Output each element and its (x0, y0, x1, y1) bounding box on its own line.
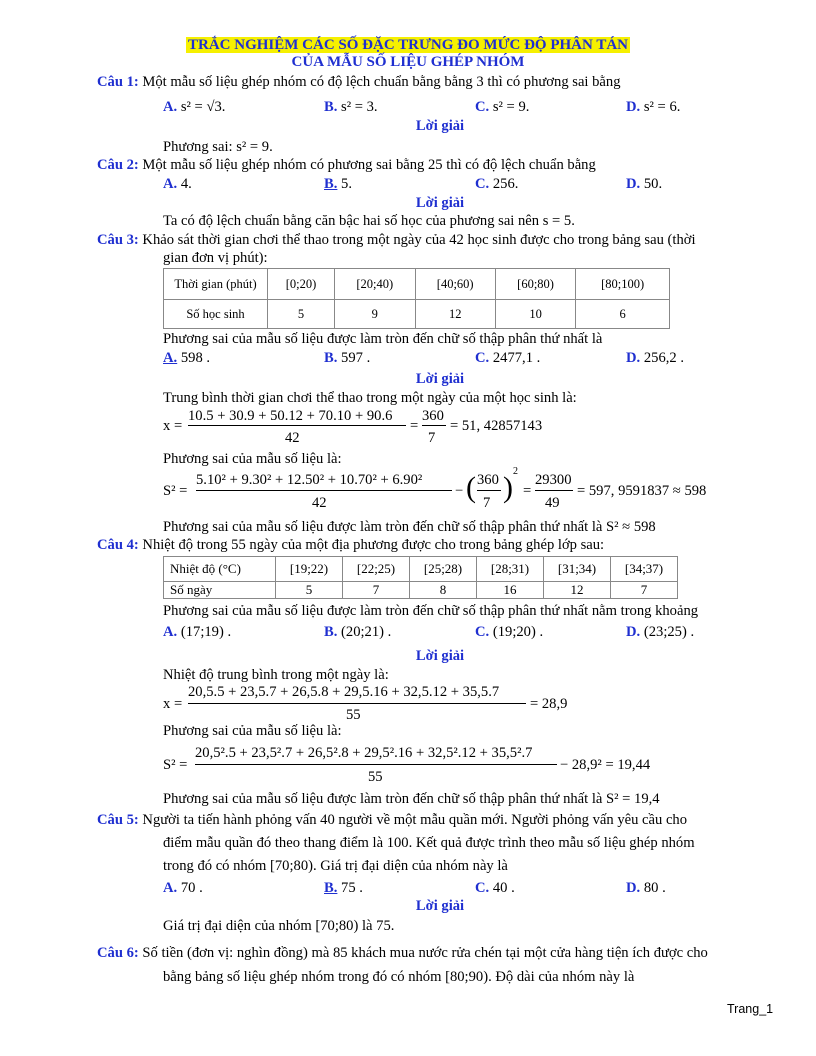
table-cell: 12 (415, 300, 495, 329)
q2-solution: Ta có độ lệch chuẩn bằng căn bậc hai số học của phương sai nên s = 5. (163, 213, 575, 229)
question-1 (97, 74, 621, 91)
table-cell: 16 (477, 582, 544, 599)
table-cell: 7 (343, 582, 410, 599)
q4-option-d: D. (23;25) . (626, 624, 695, 640)
q5-option-b: B. 75 . (324, 880, 363, 896)
question-label: Câu 6: (97, 945, 139, 961)
q5-option-d: D. 80 . (626, 880, 666, 896)
table-cell: 8 (410, 582, 477, 599)
question-4 (97, 537, 604, 554)
question-6 (97, 945, 708, 962)
q4-question: Phương sai của mẫu số liệu được làm tròn đến chữ số thập phân thứ nhất nằm trong khoảng (163, 603, 699, 619)
q1-solution: Phương sai: s² = 9. (163, 139, 273, 155)
table-cell: [0;20) (268, 269, 335, 300)
question-2 (97, 157, 596, 174)
q4-option-c: C. (19;20) . (475, 624, 544, 640)
solution-label: Lời giải (415, 195, 465, 211)
table-cell: [25;28) (410, 557, 477, 582)
question-5 (97, 812, 687, 829)
question-label: Câu 1: (97, 74, 139, 90)
solution-label: Lời giải (415, 648, 465, 664)
q2-option-a: A. 4. (163, 176, 192, 192)
question-5-cont: trong đó có nhóm [70;80). Giá trị đại diện của nhóm này là (163, 858, 508, 874)
q3-solution-line1: Trung bình thời gian chơi thể thao trong một ngày của một học sinh là: (163, 390, 577, 406)
q4-option-a: A. (17;19) . (163, 624, 232, 640)
q3-option-d: D. 256,2 . (626, 350, 684, 366)
question-label: Câu 4: (97, 537, 139, 553)
q1-option-d: D. s² = 6. (626, 99, 681, 115)
question-text: Người ta tiến hành phỏng vấn 40 người về một mẫu quần mới. Người phỏng vấn yêu cầu cho (138, 812, 688, 828)
q3-data-table (163, 268, 670, 329)
q4-option-b: B. (20;21) . (324, 624, 392, 640)
q4-solution-line2: Phương sai của mẫu số liệu là: (163, 723, 342, 739)
question-text: Nhiệt độ trong 55 ngày của một địa phương được cho trong bảng ghép lớp sau: (138, 537, 605, 553)
table-cell: 5 (268, 300, 335, 329)
table-cell: [80;100) (576, 269, 670, 300)
table-cell: 10 (495, 300, 575, 329)
question-3 (97, 232, 696, 249)
question-text: Một mẫu số liệu ghép nhóm có độ lệch chuẩn bằng bằng 3 thì có phương sai bằng (138, 74, 621, 90)
table-cell: [40;60) (415, 269, 495, 300)
solution-label: Lời giải (415, 898, 465, 914)
q3-option-c: C. 2477,1 . (475, 350, 541, 366)
table-cell: 6 (576, 300, 670, 329)
q3-option-a: A. 598 . (163, 350, 211, 366)
question-3-cont: gian đơn vị phút): (163, 250, 268, 266)
q4-conclusion: Phương sai của mẫu số liệu được làm tròn đến chữ số thập phân thứ nhất là S² = 19,4 (163, 791, 660, 807)
table-cell: 12 (544, 582, 611, 599)
q3-conclusion: Phương sai của mẫu số liệu được làm tròn đến chữ số thập phân thứ nhất là S² ≈ 598 (163, 519, 656, 535)
table-header: Số học sinh (164, 300, 268, 329)
q4-solution-line1: Nhiệt độ trung bình trong một ngày là: (163, 667, 389, 683)
question-label: Câu 5: (97, 812, 139, 828)
question-label: Câu 3: (97, 232, 139, 248)
solution-label: Lời giải (415, 118, 465, 134)
table-header: Số ngày (164, 582, 276, 599)
q5-option-a: A. 70 . (163, 880, 203, 896)
question-6-cont: bằng bảng số liệu ghép nhóm trong đó có nhóm [80;90). Độ dài của nhóm này là (163, 969, 635, 985)
table-cell: 7 (611, 582, 678, 599)
page-number: Trang_1 (727, 1002, 774, 1016)
question-5-cont: điểm mẫu quần đó theo thang điểm là 100. Kết quả được trình theo mẫu số liệu ghép nhóm (163, 835, 695, 851)
table-cell: [31;34) (544, 557, 611, 582)
q5-solution: Giá trị đại diện của nhóm [70;80) là 75. (163, 918, 395, 934)
q2-option-b: B. 5. (324, 176, 352, 192)
q3-solution-line2: Phương sai của mẫu số liệu là: (163, 451, 342, 467)
table-header: Thời gian (phút) (164, 269, 268, 300)
q4-data-table (163, 556, 678, 599)
question-text: Số tiền (đơn vị: nghìn đồng) mà 85 khách mua nước rửa chén tại một cửa hàng tiện ích được cho (138, 945, 708, 961)
q3-option-b: B. 597 . (324, 350, 371, 366)
table-cell: [28;31) (477, 557, 544, 582)
doc-title-line1: TRẮC NGHIỆM CÁC SỐ ĐẶC TRƯNG ĐO MỨC ĐỘ PHÂN TÁN (187, 37, 628, 53)
q1-option-b: B. s² = 3. (324, 99, 378, 115)
q3-question: Phương sai của mẫu số liệu được làm tròn đến chữ số thập phân thứ nhất là (163, 331, 603, 347)
q2-option-c: C. 256. (475, 176, 519, 192)
table-cell: [60;80) (495, 269, 575, 300)
doc-title-line2: CỦA MẪU SỐ LIỆU GHÉP NHÓM (291, 54, 525, 70)
q1-option-c: C. s² = 9. (475, 99, 530, 115)
table-cell: [34;37) (611, 557, 678, 582)
question-text: Khảo sát thời gian chơi thể thao trong một ngày của 42 học sinh được cho trong bảng sau (thời (138, 232, 696, 248)
table-cell: 9 (335, 300, 415, 329)
q1-option-a: A. s² = √3. (163, 99, 226, 115)
q5-option-c: C. 40 . (475, 880, 515, 896)
table-header: Nhiệt độ (°C) (164, 557, 276, 582)
table-cell: [22;25) (343, 557, 410, 582)
question-text: Một mẫu số liệu ghép nhóm có phương sai bằng 25 thì có độ lệch chuẩn bằng (138, 157, 596, 173)
question-label: Câu 2: (97, 157, 139, 173)
solution-label: Lời giải (415, 371, 465, 387)
q2-option-d: D. 50. (626, 176, 663, 192)
table-cell: [20;40) (335, 269, 415, 300)
table-cell: 5 (276, 582, 343, 599)
table-cell: [19;22) (276, 557, 343, 582)
